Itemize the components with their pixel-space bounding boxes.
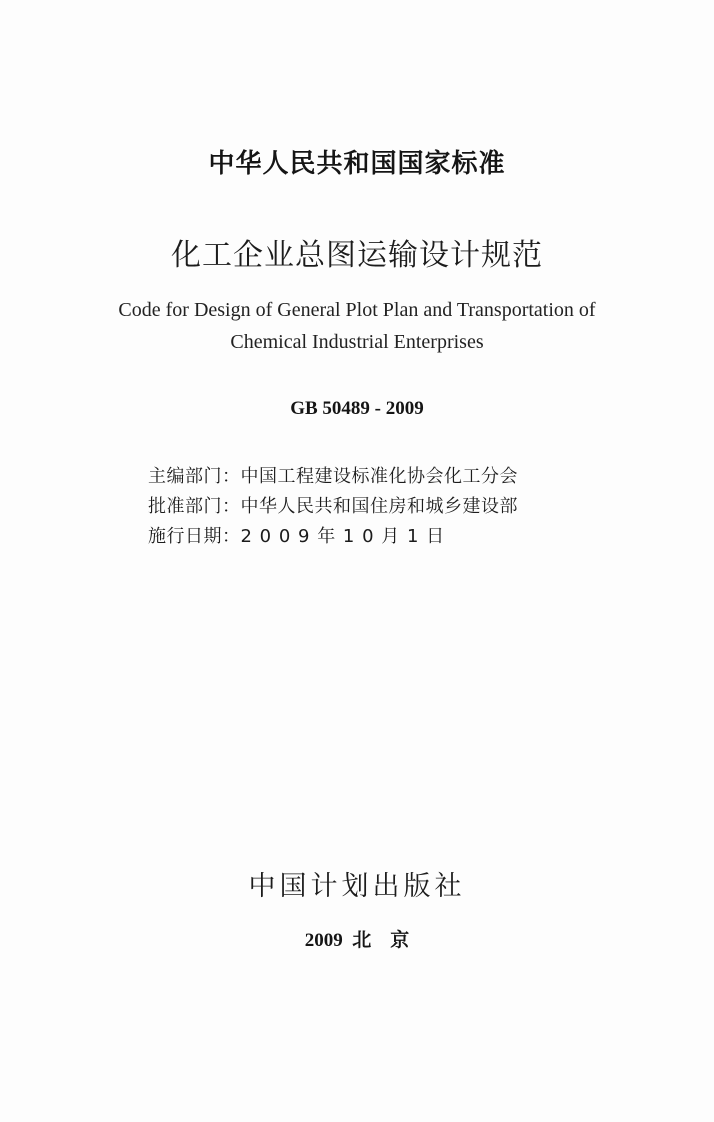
- info-label: 主编部门：: [148, 466, 241, 487]
- info-row-effective-date: [148, 522, 518, 552]
- info-label: 批准部门：: [148, 496, 241, 517]
- info-value: 中国工程建设标准化协会化工分会: [240, 466, 518, 487]
- title-english-line-2: Chemical Industrial Enterprises: [230, 331, 484, 353]
- info-value: 中华人民共和国住房和城乡建设部: [240, 496, 518, 517]
- standard-code: GB 50489 - 2009: [290, 398, 424, 419]
- info-label: 施行日期：: [148, 526, 241, 547]
- title-chinese: 化工企业总图运输设计规范: [171, 238, 543, 273]
- info-row-chief-editor: [148, 462, 518, 492]
- standard-info-block: [148, 462, 518, 552]
- national-standard-label: 中华人民共和国国家标准: [208, 149, 506, 179]
- publisher-name: 中国计划出版社: [248, 871, 466, 902]
- info-row-approval: [148, 492, 518, 522]
- publication-year-place: 2009 北 京: [304, 930, 410, 951]
- info-value: 2 0 0 9 年 1 0 月 1 日: [240, 526, 446, 547]
- title-english-line-1: Code for Design of General Plot Plan and Transportation of: [118, 299, 596, 321]
